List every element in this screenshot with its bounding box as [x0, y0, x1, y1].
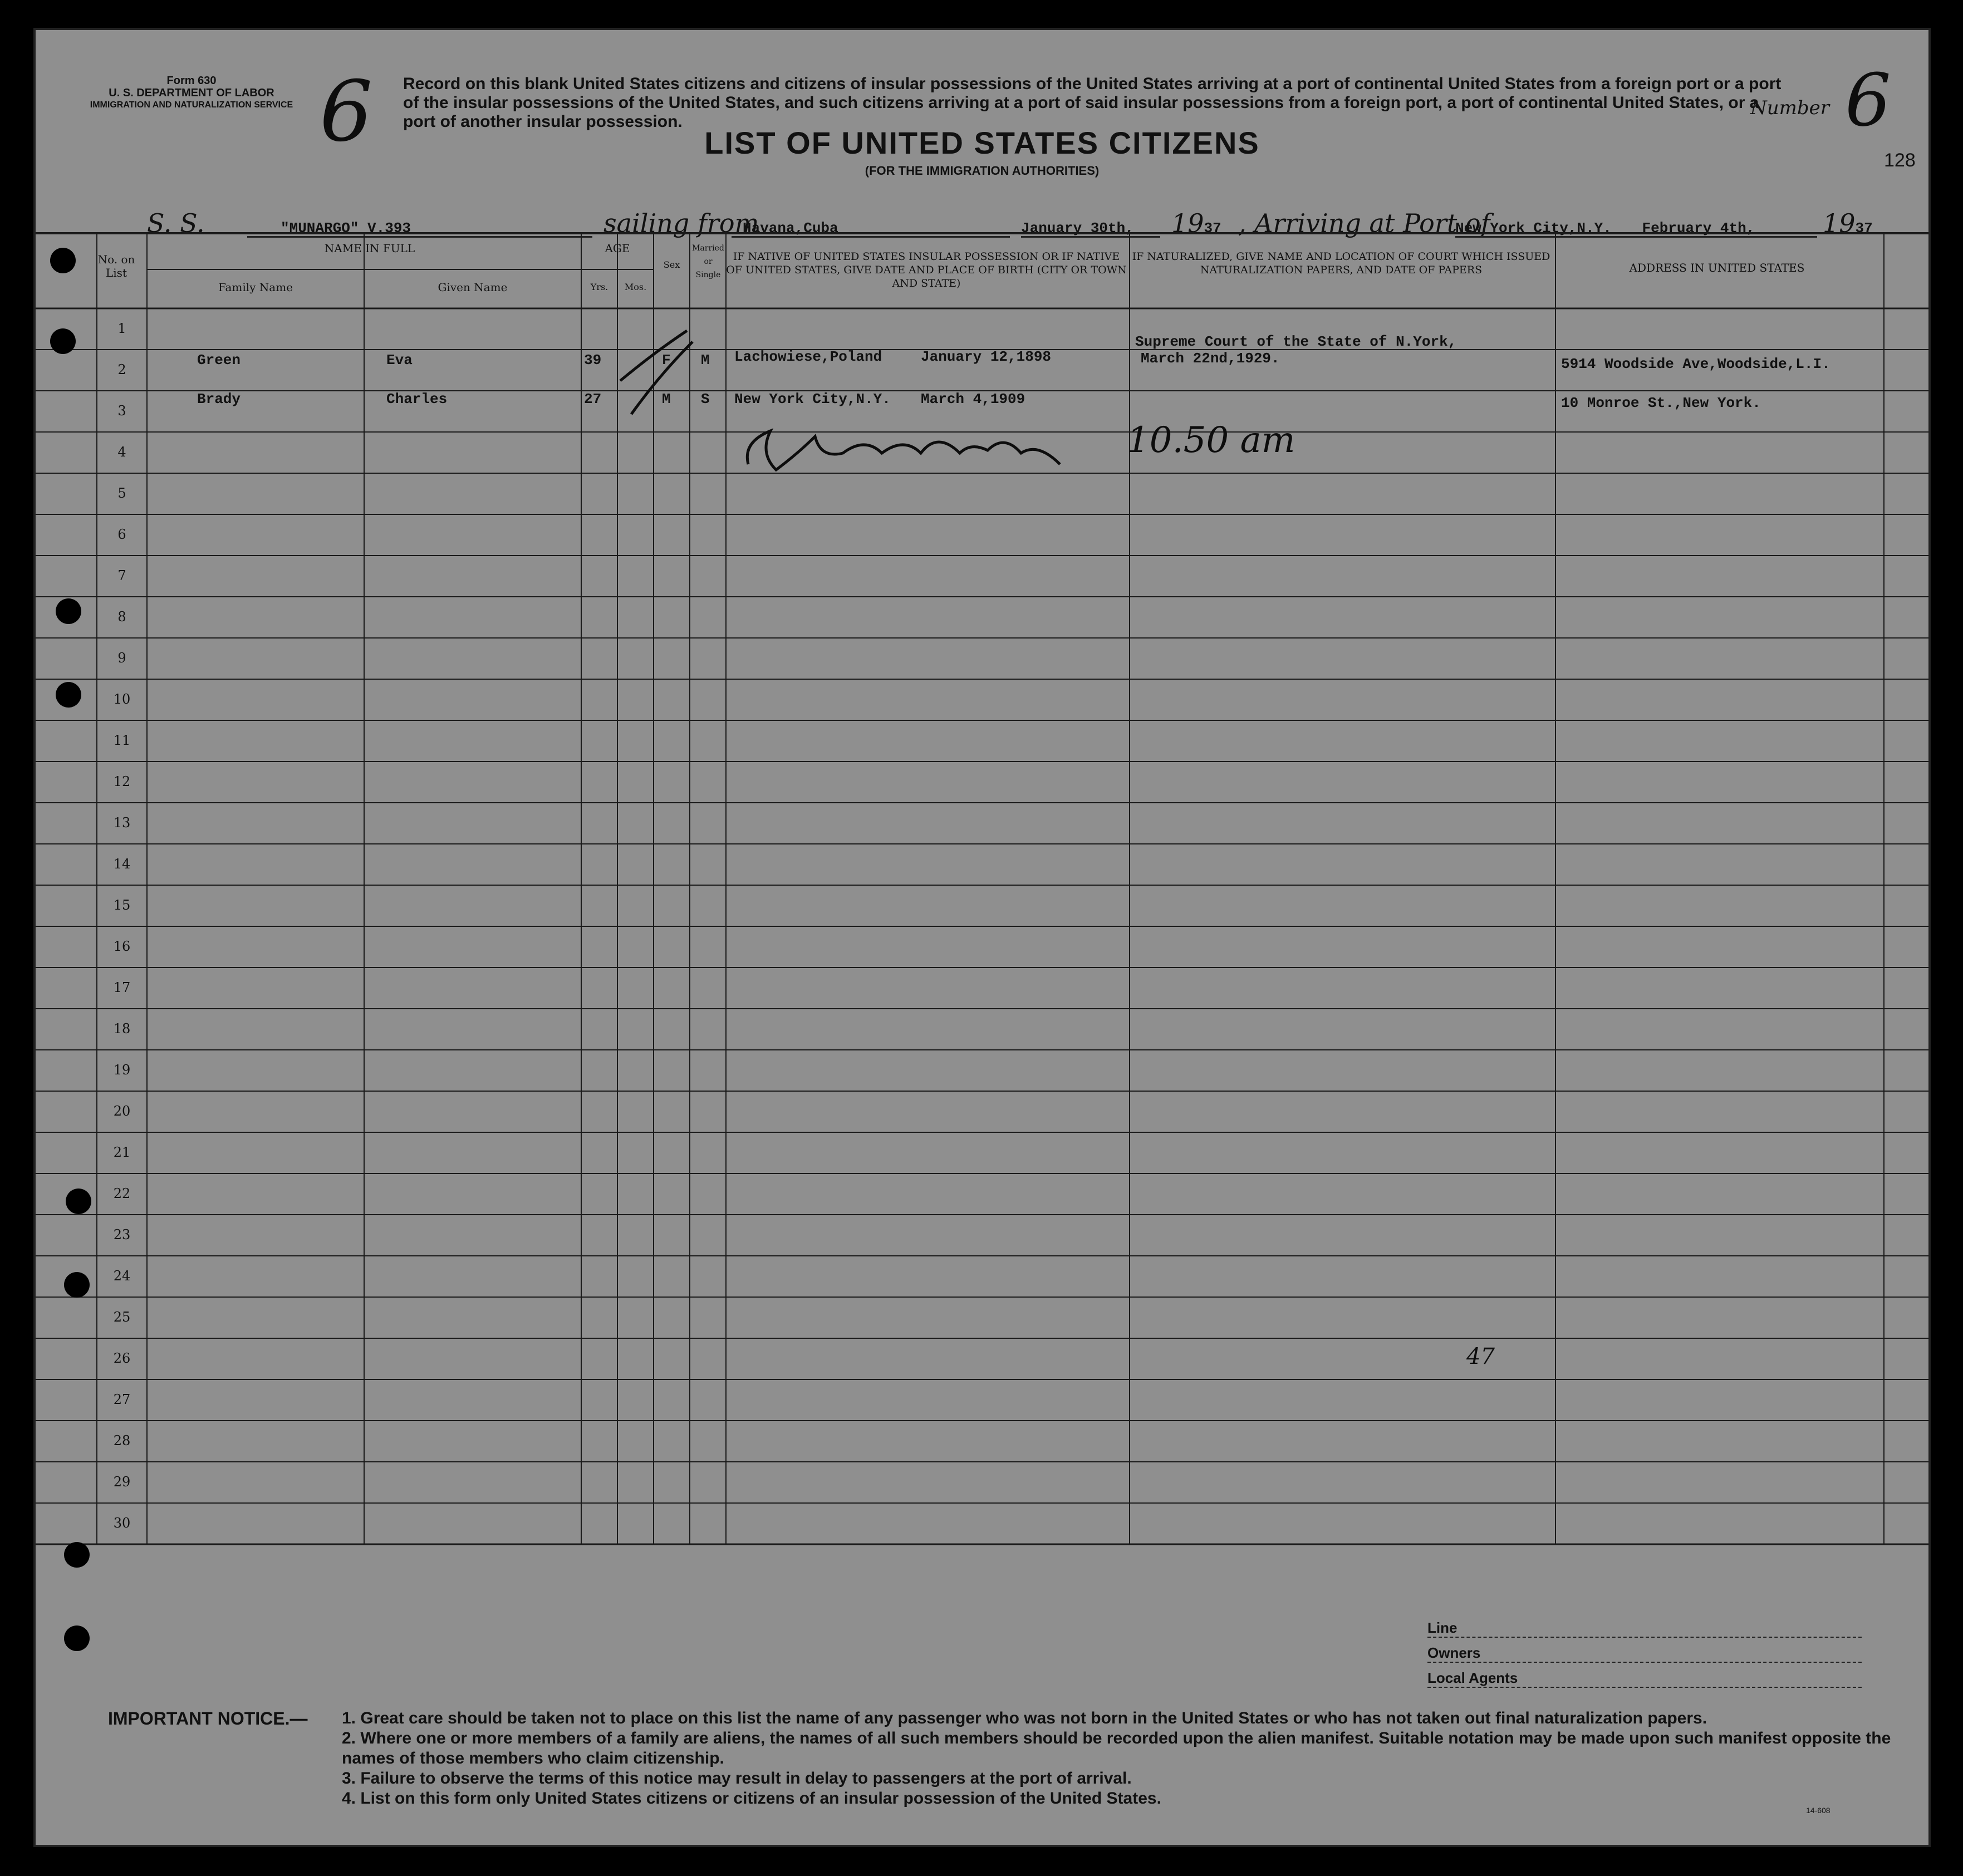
time-note: 10.50 am: [1127, 420, 1295, 461]
ss-label: S. S.: [147, 208, 205, 238]
entry-1-married: M: [701, 352, 710, 369]
entry-1-court: Supreme Court of the State of N.York,: [1135, 333, 1457, 350]
handwritten-mark: 6: [320, 63, 373, 160]
row-number: 18: [113, 1021, 131, 1037]
instructions-text: Record on this blank United States citizens and citizens of insular possessions of the United States arriving at a port of continental United States from a foreign port or a port of the insular possessions of the United States, and such citizens arriving at a port of said insular possessions from a foreign port, a port of continental United States, or a port of another insular possession.: [403, 75, 1782, 131]
col-no-header: No. on List: [97, 253, 135, 279]
entry-1-family: Green: [197, 352, 241, 369]
row-number: 25: [113, 1309, 131, 1325]
col-married-header: Married or Single: [692, 244, 724, 279]
punch-hole: [64, 1272, 90, 1298]
row-number: 22: [113, 1186, 131, 1201]
notice-item-4: 4. List on this form only United States citizens or citizens of an insular possession of the United States.: [342, 1789, 1161, 1808]
service-name: IMMIGRATION AND NATURALIZATION SERVICE: [90, 100, 293, 110]
col-sex-header: Sex: [663, 259, 680, 270]
punch-hole: [56, 598, 81, 624]
sailing-port: Havana,Cuba: [743, 220, 838, 237]
row-number: 21: [113, 1145, 131, 1160]
inspector-signature-icon: [737, 420, 1082, 481]
sailing-label: sailing from: [603, 208, 759, 238]
agents-field: [1427, 1669, 1862, 1688]
line-label: Line: [1427, 1619, 1457, 1636]
entry-1-birth-place: Lachowiese,Poland: [734, 348, 882, 365]
agents-label: Local Agents: [1427, 1669, 1518, 1686]
manifest-sheet: [33, 28, 1931, 1847]
number-label: Number: [1750, 97, 1830, 119]
check-mark-icon: [615, 320, 698, 420]
number-value: 6: [1845, 58, 1891, 143]
row-number: 29: [113, 1474, 131, 1490]
row-number: 20: [113, 1103, 131, 1119]
row-number: 19: [113, 1062, 131, 1078]
col-yrs-header: Yrs.: [590, 282, 608, 292]
col-name-header: NAME IN FULL: [324, 242, 415, 255]
row-number: 8: [117, 609, 126, 625]
entry-2-birth-place: New York City,N.Y.: [734, 391, 891, 407]
entry-1-address: 5914 Woodside Ave,Woodside,L.I.: [1561, 356, 1831, 372]
entry-1-yrs: 39: [584, 352, 602, 369]
owners-label: Owners: [1427, 1644, 1481, 1661]
row-number: 13: [113, 815, 131, 831]
row-number: 11: [113, 733, 131, 748]
form-code: 14-608: [1806, 1806, 1831, 1815]
row-number: 24: [113, 1268, 131, 1284]
col-mos-header: Mos.: [624, 282, 647, 292]
entry-2-address: 10 Monroe St.,New York.: [1561, 395, 1761, 411]
page-subtitle: (FOR THE IMMIGRATION AUTHORITIES): [865, 164, 1100, 178]
entry-1-sex: F: [662, 352, 671, 369]
page-title: LIST OF UNITED STATES CITIZENS: [704, 125, 1260, 160]
ship-name: "MUNARGO" V.393: [281, 220, 411, 237]
side-number: 128: [1884, 150, 1916, 171]
entry-2-yrs: 27: [584, 391, 602, 407]
year-prefix-2-text: 19: [1823, 208, 1856, 238]
punch-hole: [66, 1189, 91, 1214]
col-naturalized-header: IF NATURALIZED, GIVE NAME AND LOCATION OF COURT WHICH ISSUED NATURALIZATION PAPERS, AND DATE OF PAPERS: [1132, 251, 1550, 276]
row-number: 4: [117, 444, 126, 460]
punch-hole: [50, 328, 76, 354]
row-number: 10: [113, 691, 131, 707]
line-field: [1427, 1619, 1862, 1638]
manifest-grid: [36, 30, 1928, 1845]
row-number: 23: [113, 1227, 131, 1243]
sailing-date: January 30th,: [1021, 220, 1134, 237]
notice-item-2: 2. Where one or more members of a family are aliens, the names of all such members should be recorded upon the alien manifest. Suitable notation may be made upon such manifest opposite the names of those members who claim citizenship.: [342, 1729, 1891, 1767]
entry-2-sex: M: [662, 391, 671, 407]
margin-number: 47: [1466, 1344, 1495, 1369]
row-number: 5: [117, 485, 126, 501]
department-name: U. S. DEPARTMENT OF LABOR: [109, 87, 274, 99]
row-number: 12: [113, 774, 131, 789]
row-number: 6: [117, 527, 126, 542]
row-number: 27: [113, 1392, 131, 1407]
punch-hole: [64, 1625, 90, 1651]
row-number: 17: [113, 980, 131, 995]
row-number: 26: [113, 1350, 131, 1366]
entry-1-birth-date: January 12,1898: [921, 348, 1052, 365]
entry-2-birth-date: March 4,1909: [921, 391, 1025, 407]
row-number: 16: [113, 939, 131, 954]
arrival-year: 37: [1855, 220, 1873, 237]
entry-2-married: S: [701, 391, 710, 407]
row-number: 14: [113, 856, 131, 872]
col-address-header: ADDRESS IN UNITED STATES: [1629, 261, 1805, 274]
row-number: 30: [113, 1515, 131, 1531]
sailing-year: 37: [1204, 220, 1221, 237]
punch-hole: [50, 248, 76, 273]
entry-1-court-date: March 22nd,1929.: [1141, 350, 1280, 367]
row-number: 28: [113, 1433, 131, 1448]
col-given-header: Given Name: [438, 281, 508, 294]
owners-field: [1427, 1644, 1862, 1663]
arriving-label: , Arriving at Port of: [1238, 208, 1490, 238]
form-number: Form 630: [166, 75, 217, 87]
col-age-header: AGE: [605, 242, 630, 255]
arrival-port: New York City,N.Y.: [1455, 220, 1612, 237]
arrival-date: February 4th,: [1642, 220, 1755, 237]
row-number: 3: [117, 403, 126, 419]
row-number: 2: [117, 362, 126, 377]
col-family-header: Family Name: [218, 281, 293, 294]
row-number: 7: [117, 568, 126, 583]
entry-2-family: Brady: [197, 391, 241, 407]
notice-heading: IMPORTANT NOTICE.—: [108, 1708, 308, 1728]
row-number: 15: [113, 897, 131, 913]
col-native-header: IF NATIVE OF UNITED STATES INSULAR POSSESSION OR IF NATIVE OF UNITED STATES, GIVE DATE AND PLACE OF BIRTH (CITY OR TOWN AND STATE): [726, 251, 1127, 289]
punch-hole: [64, 1542, 90, 1568]
important-notice: [108, 1708, 1901, 1809]
year-prefix-text: 19: [1171, 208, 1204, 238]
notice-item-3: 3. Failure to observe the terms of this notice may result in delay to passengers at the port of arrival.: [342, 1769, 1132, 1787]
punch-hole: [56, 682, 81, 708]
entry-2-given: Charles: [386, 391, 448, 407]
notice-item-1: 1. Great care should be taken not to place on this list the name of any passenger who was not born in the United States or who has not taken out final naturalization papers.: [342, 1709, 1707, 1727]
row-number: 9: [117, 650, 126, 666]
row-number: 1: [117, 321, 126, 336]
entry-1-given: Eva: [386, 352, 413, 369]
